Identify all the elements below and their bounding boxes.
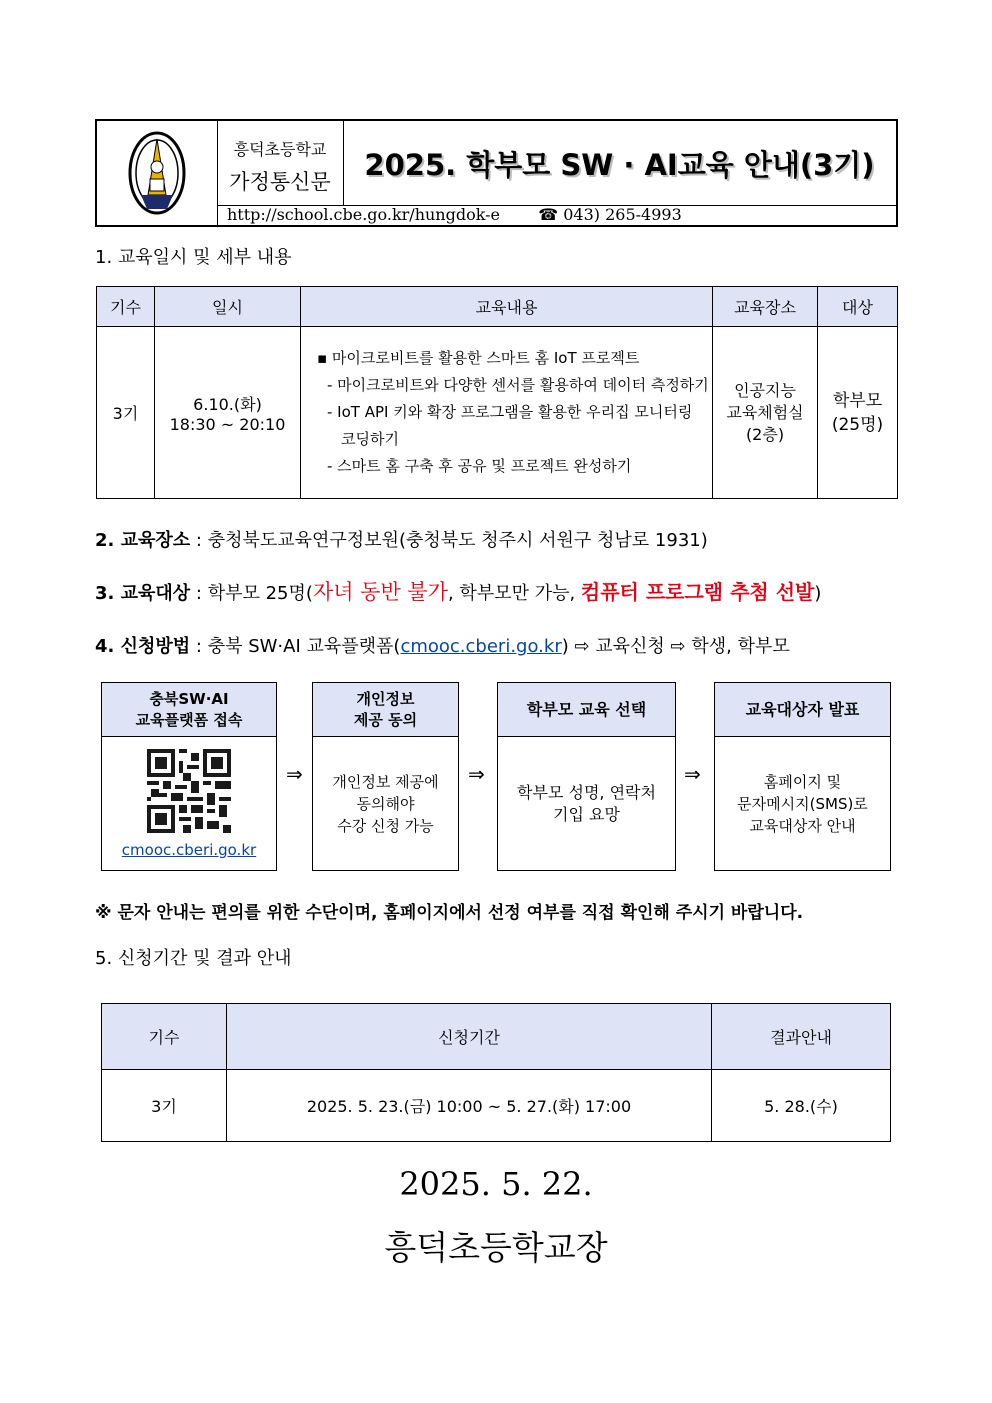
school-url[interactable]: http://school.cbe.go.kr/hungdok-e [227, 205, 501, 224]
section4-text-a: 충북 SW·AI 교육플랫폼( [207, 636, 401, 657]
flow-body-line: 기입 요망 [553, 804, 620, 824]
flow-body-line: 학부모 성명, 연락처 [517, 782, 656, 802]
flow-body-line: 개인정보 제공에 [332, 772, 439, 791]
school-name-cell [217, 121, 344, 206]
flow-arrow: ⇒ [684, 762, 701, 786]
period-cell: 2025. 5. 23.(금) 10:00 ~ 5. 27.(화) 17:00 [227, 1070, 712, 1142]
col-term: 기수 [102, 1004, 227, 1070]
section4-text-b: ) ⇨ 교육신청 ⇨ 학생, 학부모 [561, 636, 790, 657]
section2-text: 충청북도교육연구정보원(충청북도 청주시 서원구 청남로 1931) [207, 530, 708, 551]
content-cell [301, 327, 713, 499]
flow-step-select [497, 682, 676, 871]
section4-line [95, 632, 790, 658]
date-text: 6.10.(화) [193, 394, 262, 414]
phone-number: 043) 265-4993 [563, 205, 682, 224]
school-logo-cell [97, 121, 218, 225]
flow-body-line: 교육대상자 안내 [749, 816, 856, 835]
flow-arrow: ⇒ [468, 762, 485, 786]
flow-step-head [715, 683, 890, 737]
col-date: 일시 [155, 287, 301, 327]
section1-heading: 1. 교육일시 및 세부 내용 [95, 247, 292, 268]
flow-step-head [313, 683, 458, 737]
section3-label: 3. 교육대상 [95, 583, 191, 604]
flow-step-body [498, 737, 675, 870]
flow-step-body [102, 737, 276, 870]
flow-step-head [102, 683, 276, 737]
flow-head-line: 제공 동의 [353, 710, 418, 729]
flow-step-body [313, 737, 458, 870]
page-title: 2025. 학부모 SW · AI교육 안내(3기) [364, 147, 875, 182]
signer: 흥덕초등학교장 [384, 1228, 608, 1267]
place-line: 인공지능 [734, 380, 796, 400]
col-target: 대상 [818, 287, 898, 327]
qr-code-icon[interactable] [147, 749, 231, 833]
qr-caption-link[interactable]: cmooc.cberi.go.kr [121, 841, 257, 859]
section4-label: 4. 신청방법 [95, 636, 191, 657]
section2-label: 2. 교육장소 [95, 530, 191, 551]
sms-note: ※ 문자 안내는 편의를 위한 수단이며, 홈페이지에서 선정 여부를 직접 확인해 주시기 바랍니다. [95, 903, 804, 923]
flow-body-line: 동의해야 [356, 794, 415, 813]
section3-line [95, 576, 821, 606]
flow-step-head [498, 683, 675, 737]
section3-text-b: , 학부모만 가능, [447, 583, 581, 604]
place-cell [713, 327, 818, 499]
col-term: 기수 [97, 287, 155, 327]
flow-step-consent [312, 682, 459, 871]
table-row [97, 327, 898, 499]
section4-sep: : [190, 636, 208, 657]
flow-step-announce [714, 682, 891, 871]
flow-head-line: 충북SW·AI [149, 689, 229, 708]
flow-head-line: 교육플랫폼 접속 [135, 710, 243, 729]
title-cell [343, 121, 896, 206]
term-cell: 3기 [102, 1070, 227, 1142]
flow-head-line: 개인정보 [356, 689, 415, 708]
datetime-cell [155, 327, 301, 499]
section2-line [95, 526, 708, 552]
content-item: - IoT API 키와 확장 프로그램을 활용한 우리집 모니터링 [327, 403, 693, 421]
flow-body-line: 문자메시지(SMS)로 [737, 794, 868, 813]
target-line: 학부모 [832, 390, 883, 411]
section3-text-c: ) [814, 583, 822, 604]
school-emblem-icon [127, 129, 187, 217]
flow-arrow: ⇒ [286, 762, 303, 786]
col-content: 교육내용 [301, 287, 713, 327]
content-title: ▪ 마이크로비트를 활용한 스마트 홈 IoT 프로젝트 [317, 349, 640, 367]
flow-body-line: 홈페이지 및 [763, 772, 842, 791]
col-place: 교육장소 [713, 287, 818, 327]
time-text: 18:30 ~ 20:10 [169, 414, 286, 434]
section3-sep: : [190, 583, 208, 604]
target-cell [818, 327, 898, 499]
flow-head-line: 교육대상자 발표 [745, 700, 860, 719]
content-item: 코딩하기 [341, 430, 399, 448]
table-row [102, 1070, 891, 1142]
section2-sep: : [190, 530, 208, 551]
term-cell: 3기 [97, 327, 155, 499]
newsletter-header [95, 119, 898, 227]
newsletter-label: 가정통신문 [229, 170, 331, 194]
contact-row [217, 205, 896, 225]
flow-head-line: 학부모 교육 선택 [526, 700, 647, 719]
target-line: (25명) [831, 414, 884, 435]
platform-link[interactable]: cmooc.cberi.go.kr [400, 636, 562, 657]
flow-step-access [101, 682, 277, 871]
col-period: 신청기간 [227, 1004, 712, 1070]
no-children-notice: 자녀 동반 불가 [312, 580, 448, 604]
issue-date: 2025. 5. 22. [399, 1165, 593, 1203]
col-result: 결과안내 [712, 1004, 891, 1070]
content-item: - 마이크로비트와 다양한 센서를 활용하여 데이터 측정하기 [327, 376, 709, 394]
flow-step-body [715, 737, 890, 870]
section3-text-a: 학부모 25명( [207, 583, 313, 604]
lottery-notice: 컴퓨터 프로그램 추첨 선발 [580, 580, 815, 604]
content-item: - 스마트 홈 구축 후 공유 및 프로젝트 완성하기 [327, 457, 632, 475]
schedule-table [96, 286, 898, 499]
school-name: 흥덕초등학교 [233, 140, 327, 159]
phone-icon: ☎ [538, 205, 559, 224]
application-table [101, 1003, 891, 1142]
place-line: (2층) [745, 424, 785, 444]
result-cell: 5. 28.(수) [712, 1070, 891, 1142]
place-line: 교육체험실 [726, 402, 804, 422]
section5-heading: 5. 신청기간 및 결과 안내 [95, 948, 292, 969]
flow-body-line: 수강 신청 가능 [337, 816, 434, 835]
